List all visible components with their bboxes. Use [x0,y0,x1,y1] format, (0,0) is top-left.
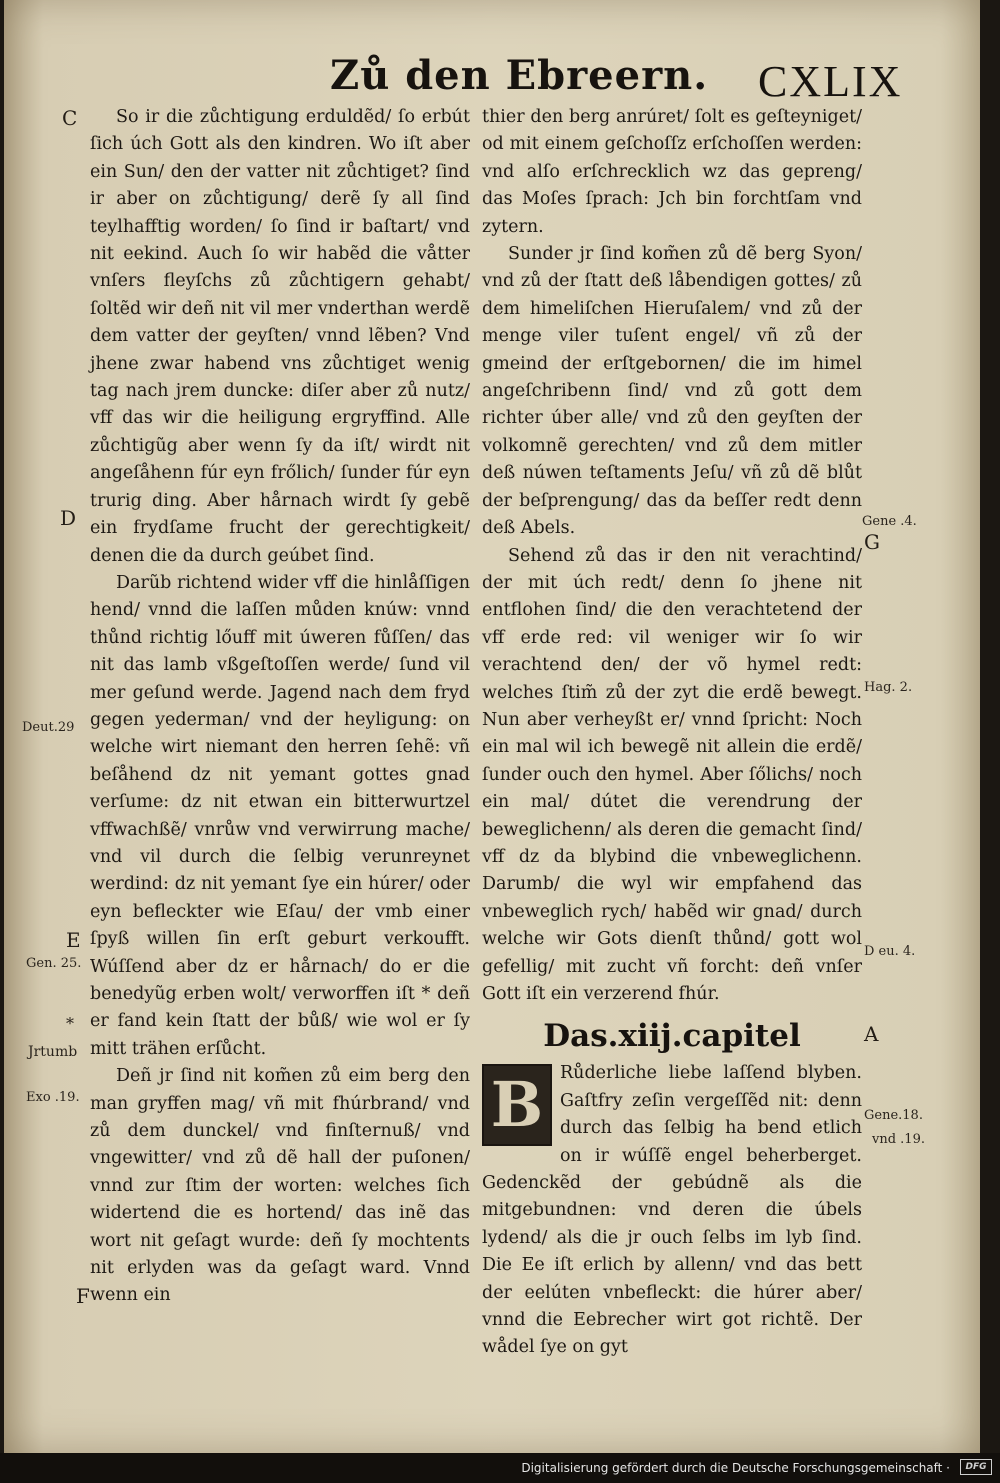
paragraph: Sehend zů das ir den nit verachtind/ der mit úch redt/ denn ſo jhene nit entflohen ſind/ die den verachtetend der vff erde red: vil weniger wir ſo wir verachtend den/ der võ hymel redt: welches ſtim̃ zů der zyt die erdẽ bewegt. Nun aber verheyßt er/ vnnd ſpricht: Noch ein mal wil ich bewegẽ nit allein die erdẽ/ ſunder ouch den hymel. Aber ſőlichs/ noch ein mal/ dútet die verendrung der beweglichenn/ als deren die gemacht ſind/ vff dz da blybind die vnbeweglichenn. Darumb/ die wyl wir empfahend das vnbeweglich rych/ habẽd wir gnad/ durch welche wir Gots dienſt thůnd/ gott wol gefellig/ mit zucht vñ forcht: deñ vnſer Gott iſt ein verzerend fhúr. [482,545,862,1004]
paragraph: So ir die zůchtigung erduldẽd/ ſo erbút ſich úch Gott als den kindren. Wo iſt aber ein Sun/ den der vatter nit zůchtiget? ſind ir aber on zůchtigung/ derẽ ſy all ſind teylhafftig worden/ ſo ſind ir baſtart/ vnd nit eekind. Auch ſo wir habẽd die våtter vnſers fleyſchs zů zůchtigern gehabt/ ſoltẽd wir deñ nit vil mer vnderthan werdẽ dem vatter der geyſten/ vnnd lẽben? Vnd jhene zwar habend vns zůchtiget wenig tag nach jrem duncke: diſer aber zů nutz/ vff das wir die heiligung ergryffind. Alle zůchtigũg aber wenn ſy da iſt/ wirdt nit angeſåhenn fúr eyn frőlich/ ſunder fúr eyn trurig ding. Aber hårnach wirdt ſy gebẽ ein frydſame frucht der gerechtigkeit/ denen die da durch geúbet ſind. [90,107,470,566]
margin-note-deu4: D eu. 4. [864,944,916,959]
margin-note-gen: Gen. 25. [26,956,82,971]
signature-letter-f: F [76,1284,90,1308]
footer-bar [0,1453,1000,1483]
chapter-text: Růderliche liebe laſſend blyben. Gaſtfry zeſin vergeſſẽd nit: denn durch das ſelbig ha bend etlich on ir wúſſẽ engel beherberget. Gedenckẽd der gebúdnẽ als die mitgebundnen: vnd deren die úbels lydend/ als die jr ouch ſelbs im lyb ſind. Die Ee iſt erlich by allenn/ vnd das bett der eelúten vnbefleckt: die húrer aber/ vnnd die Eebrecher wirt got richtẽ. Der wådel ſye on gyt [482,1063,862,1358]
signature-letter-c: C [62,106,78,130]
margin-note-gene18: Gene.18. [864,1108,923,1123]
right-text-column [482,104,862,1362]
paragraph: Darũb richtend wider vff die hinlåſſigen hend/ vnnd die laſſen můden knúw: vnnd thůnd richtig lőuff mit úweren fůſſen/ das nit das lamb vßgeſtoſſen werde/ ſund vil mer geſund werde. Jagend nach dem fryd gegen yederman/ vnd der heyligung: on welche wirt niemant den herren ſehẽ: vñ beſåhend dz nit yemant gottes gnad verſume: dz nit etwan ein bitterwurtzel vffwachßẽ/ vnrůw vnd verwirrung mache/ vnd vil durch die ſelbig verunreynet werdind: dz nit yemant ſye ein húrer/ oder eyn befleckter wie Eſau/ der vmb einer ſpyß willen ſin erſt geburt verkoufft. Wúſſend aber dz er hårnach/ do er die benedyũg erben wolt/ verworffen iſt * deñ er fand kein ſtatt der bůß/ wie wol er ſy mitt trähen erſůcht. [90,572,470,1059]
paragraph: Sunder jr ſind kom̃en zů dẽ berg Syon/ vnd zů der ſtatt deß låbendigen gottes/ zů dem himeliſchen Hieruſalem/ vnd zů der menge viler tuſent engel/ vñ zů der gmeind der erſtgebornen/ die im himel angeſchribenn ſind/ vnd zů gott dem richter úber alle/ vnd zů den geyſten der volkomnẽ gerechten/ vnd zů dem mitler deß núwen teſtaments Jeſu/ vñ zů dẽ blůt der beſprengung/ das da beſſer redt denn deß Abels. [482,244,862,539]
signature-letter-e: E [66,928,81,952]
dfg-logo: DFG [960,1459,992,1475]
paragraph: thier den berg anrúret/ ſolt es geſteyniget/ od mit einem geſchoſſz erſchoſſen werden: vnd alſo erſchrecklich wz das gepreng/ das Moſes ſprach: Jch bin forchtſam vnd zytern. [482,107,862,237]
decorated-initial: B [482,1064,552,1146]
footer-credit: Digitalisierung gefördert durch die Deutsche Forschungsgemeinschaft · [521,1461,950,1475]
folio-number: CXLIX [758,57,903,106]
left-text-column [90,104,470,1310]
margin-note-vnd19: vnd .19. [872,1132,925,1147]
paragraph: Deñ jr ſind nit kom̃en zů eim berg den man gryffen mag/ vñ mit fhúrbrand/ vnd zů dem dunckel/ vnd finſternuß/ vnd vngewitter/ vnd zů dẽ hall der puſonen/ vnnd zur ſtim der worten: welches ſich widertend die es hortend/ das inẽ das wort nit geſagt wurde: deñ ſy mochtents nit erlyden was da geſagt ward. Vnnd wenn ein [90,1066,470,1306]
margin-note-irtumb: Jrtumb [28,1044,78,1060]
chapter-paragraph [482,1060,862,1361]
asterisk-mark: * [66,1014,74,1033]
margin-note-gene4: Gene .4. [862,514,917,529]
signature-letter-g: G [864,530,880,554]
chapter-heading: Das.xiij.capitel [543,1018,801,1055]
running-title: Zů den Ebreern. [330,52,709,99]
margin-note-hag: Hag. 2. [864,680,913,695]
signature-letter-d: D [60,506,77,530]
margin-note-deut: Deut.29 [22,720,75,735]
book-page [4,0,980,1453]
margin-note-exo: Exo .19. [26,1090,80,1105]
signature-letter-a: A [864,1022,879,1046]
